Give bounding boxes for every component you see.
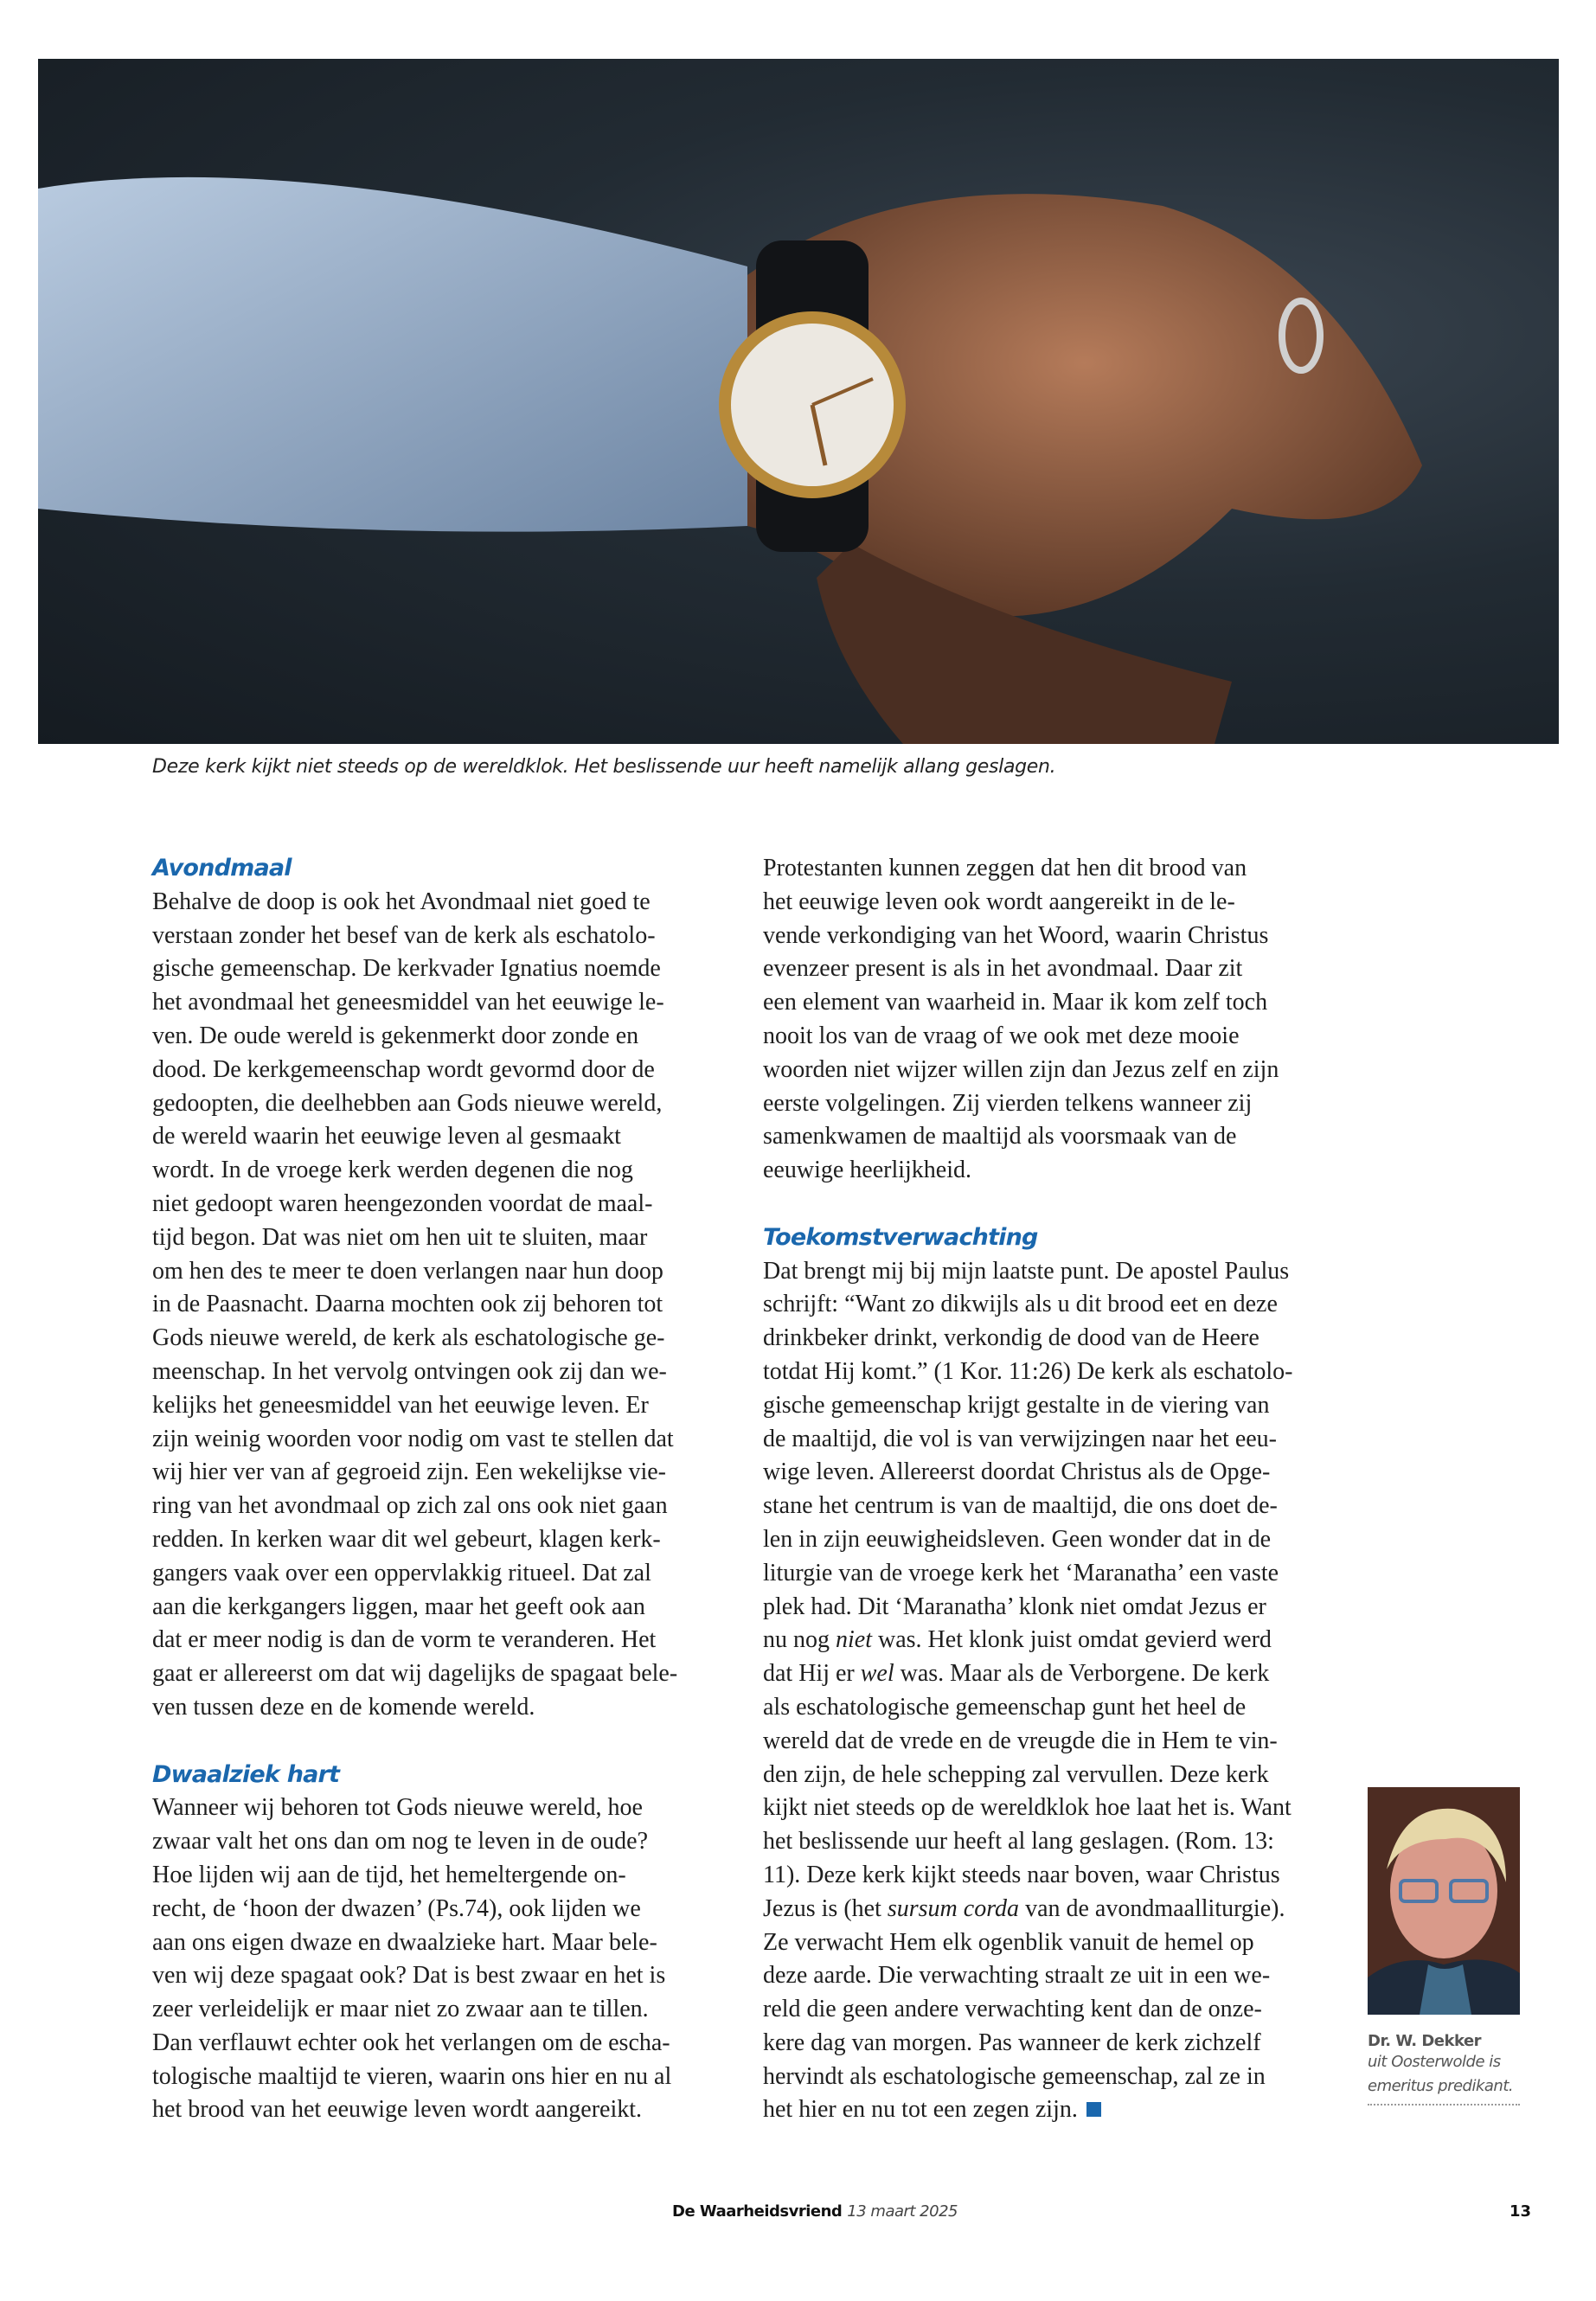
text-line: gedoopten, die deelhebben aan Gods nieuwe wereld, [152,1089,663,1117]
text-line: ring van het avondmaal op zich zal ons ook niet gaan [152,1492,668,1520]
page-number: 13 [1509,2202,1532,2221]
article-section [152,1759,723,2128]
text-line: een element van waarheid in. Maar ik kom zelf toch [763,989,1268,1016]
text-line: om hen des te meer te doen verlangen naar hun doop [152,1257,663,1285]
text-line: aan ons eigen dwaze en dwaalzieke hart. Maar bele- [152,1928,657,1956]
emphasis-text: sursum corda [887,1894,1020,1922]
text-line: gangers vaak over een oppervlakkig ritueel. Dat zal [152,1559,651,1586]
text-line: samenkwamen de maaltijd als voorsmaak van de [763,1123,1237,1150]
text-line [763,1624,1272,1657]
text-segment: was. Maar als de Verborgene. De kerk [894,1660,1270,1688]
text-line: kijkt niet steeds op de wereldklok hoe laat het is. Want [763,1794,1292,1822]
text-line: tijd begon. Dat was niet om hen uit te sluiten, maar [152,1223,648,1251]
author-photo [1368,1787,1520,2015]
text-line: aan die kerkgangers liggen, maar het geeft ook aan [152,1593,645,1620]
text-line: redden. In kerken waar dit wel gebeurt, klagen kerk- [152,1525,661,1553]
text-line: plek had. Dit ‘Maranatha’ klonk niet omdat Jezus er [763,1593,1266,1620]
text-line: liturgie van de vroege kerk het ‘Maranatha’ een vaste [763,1559,1279,1586]
text-line: wordt. In de vroege kerk werden degenen die nog [152,1157,633,1184]
section-heading: Toekomstverwachting [763,1223,1038,1251]
text-line: meenschap. In het vervolg ontvingen ook zij dan we- [152,1357,667,1385]
section-heading: Avondmaal [152,855,292,881]
photo-caption: Deze kerk kijkt niet steeds op de wereldklok. Het beslissende uur heeft namelijk allang geslagen. [152,756,1056,778]
text-line: nooit los van de vraag of we ook met deze mooie [763,1022,1240,1049]
text-line: Behalve de doop is ook het Avondmaal niet goed te [152,888,651,915]
text-line: dood. De kerkgemeenschap wordt gevormd door de [152,1055,655,1083]
text-line: de maaltijd, die vol is van verwijzingen naar het eeu- [763,1425,1278,1452]
article-column-right [763,852,1334,2161]
text-line: gaat er allereerst om dat wij dagelijks de spagaat bele- [152,1660,678,1688]
end-of-article-square-icon [1086,2102,1101,2117]
text-line: het eeuwige leven ook wordt aangereikt in de le- [763,888,1235,915]
text-line: de wereld waarin het eeuwige leven al gesmaakt [152,1123,621,1150]
text-line: zwaar valt het ons dan om nog te leven in de oude? [152,1828,649,1856]
text-line: drinkbeker drinkt, verkondig de dood van de Heere [763,1324,1259,1352]
text-line: het beslissende uur heeft al lang geslagen. (Rom. 13: [763,1828,1274,1856]
text-line: totdat Hij komt.” (1 Kor. 11:26) De kerk als eschatolo- [763,1357,1293,1385]
text-line: dat er meer nodig is dan de vorm te veranderen. Het [152,1626,657,1654]
text-line: Dat brengt mij bij mijn laatste punt. De apostel Paulus [763,1257,1290,1285]
text-line: len in zijn eeuwigheidsleven. Geen wonder dat in de [763,1525,1272,1553]
text-line: kere dag van morgen. Pas wanneer de kerk zichzelf [763,2029,1261,2056]
text-line: Dan verflauwt echter ook het verlangen om de escha- [152,2029,670,2056]
text-line: niet gedoopt waren heengezonden voordat de maal- [152,1189,653,1217]
text-line: stane het centrum is van de maaltijd, die ons doet de- [763,1492,1278,1520]
text-line: gische gemeenschap. De kerkvader Ignatius noemde [152,955,661,983]
text-line: Protestanten kunnen zeggen dat hen dit brood van [763,855,1247,881]
article-section [763,852,1334,1188]
text-line [763,1657,1269,1691]
text-line: verstaan zonder het besef van de kerk als eschatolo- [152,921,656,949]
text-line: tologische maaltijd te vieren, waarin ons hier en nu al [152,2062,672,2090]
text-line: Ze verwacht Hem elk ogenblik vanuit de hemel op [763,1928,1254,1956]
text-segment: Jezus is (het [763,1894,888,1922]
text-line: eeuwige heerlijkheid. [763,1157,972,1184]
text-line: kelijks het geneesmiddel van het eeuwige leven. Er [152,1391,649,1419]
article-section [763,1221,1334,2128]
text-line: den zijn, de hele schepping zal vervullen. Deze kerk [763,1760,1269,1788]
author-name: Dr. W. Dekker [1368,2032,1482,2050]
emphasis-text: wel [860,1660,894,1688]
text-line: in de Paasnacht. Daarna mochten ook zij behoren tot [152,1291,663,1318]
text-segment: van de avondmaalliturgie). [1019,1894,1285,1922]
page-footer [672,2202,958,2221]
text-line: reld die geen andere verwachting kent dan de onze- [763,1996,1262,2023]
text-line: ven tussen deze en de komende wereld. [152,1693,535,1721]
text-segment: nu nog [763,1626,836,1654]
text-line: Hoe lijden wij aan de tijd, het hemeltergende on- [152,1861,626,1888]
divider [1368,2104,1520,2106]
text-line: vende verkondiging van het Woord, waarin Christus [763,921,1269,949]
author-description: uit Oosterwolde is emeritus predikant. [1368,2053,1514,2095]
wristwatch-photo [38,59,1559,744]
text-segment: was. Het klonk juist omdat gevierd werd [872,1626,1272,1654]
text-line: als eschatologische gemeenschap gunt het heel de [763,1693,1247,1721]
text-line: recht, de ‘hoon der dwazen’ (Ps.74), ook lijden we [152,1894,641,1922]
text-line: het avondmaal het geneesmiddel van het eeuwige le- [152,989,664,1016]
text-line: het hier en nu tot een zegen zijn. [763,2093,1101,2127]
text-line: ven. De oude wereld is gekenmerkt door zonde en [152,1022,639,1049]
section-heading: Dwaalziek hart [152,1760,340,1788]
text-segment: dat Hij er [763,1660,861,1688]
text-line: wige leven. Allereerst doordat Christus als de Opge- [763,1458,1271,1486]
article-section [152,852,723,1725]
text-line: schrijft: “Want zo dikwijls als u dit brood eet en deze [763,1291,1278,1318]
text-line: Gods nieuwe wereld, de kerk als eschatologische ge- [152,1324,665,1352]
text-line: gische gemeenschap krijgt gestalte in de viering van [763,1391,1270,1419]
text-line: hervindt als eschatologische gemeenschap, zal ze in [763,2062,1266,2090]
emphasis-text: niet [836,1626,872,1654]
publication-name: De Waarheidsvriend [672,2202,843,2221]
text-line: woorden niet wijzer willen zijn dan Jezus zelf en zijn [763,1055,1279,1083]
text-line: zeer verleidelijk er maar niet zo zwaar aan te tillen. [152,1996,649,2023]
text-line: ven wij deze spagaat ook? Dat is best zwaar en het is [152,1962,666,1990]
hero-photo-wristwatch [38,59,1559,744]
text-line: het brood van het eeuwige leven wordt aangereikt. [152,2096,643,2124]
text-line: eerste volgelingen. Zij vierden telkens wanneer zij [763,1089,1253,1117]
text-line: wereld dat de vrede en de vreugde die in Hem te vin- [763,1727,1278,1754]
text-line [763,1893,1285,1926]
text-line: deze aarde. Die verwachting straalt ze uit in een we- [763,1962,1271,1990]
text-line: 11). Deze kerk kijkt steeds naar boven, waar Christus [763,1861,1280,1888]
author-box [1368,1787,1520,2106]
issue-date: 13 maart 2025 [847,2202,958,2221]
article-column-left [152,852,723,2161]
text-line: evenzeer present is als in het avondmaal. Daar zit [763,955,1243,983]
text-line: Wanneer wij behoren tot Gods nieuwe wereld, hoe [152,1794,643,1822]
text-line: wij hier ver van af gegroeid zijn. Een wekelijkse vie- [152,1458,666,1486]
text-line: zijn weinig woorden voor nodig om vast te stellen dat [152,1425,674,1452]
